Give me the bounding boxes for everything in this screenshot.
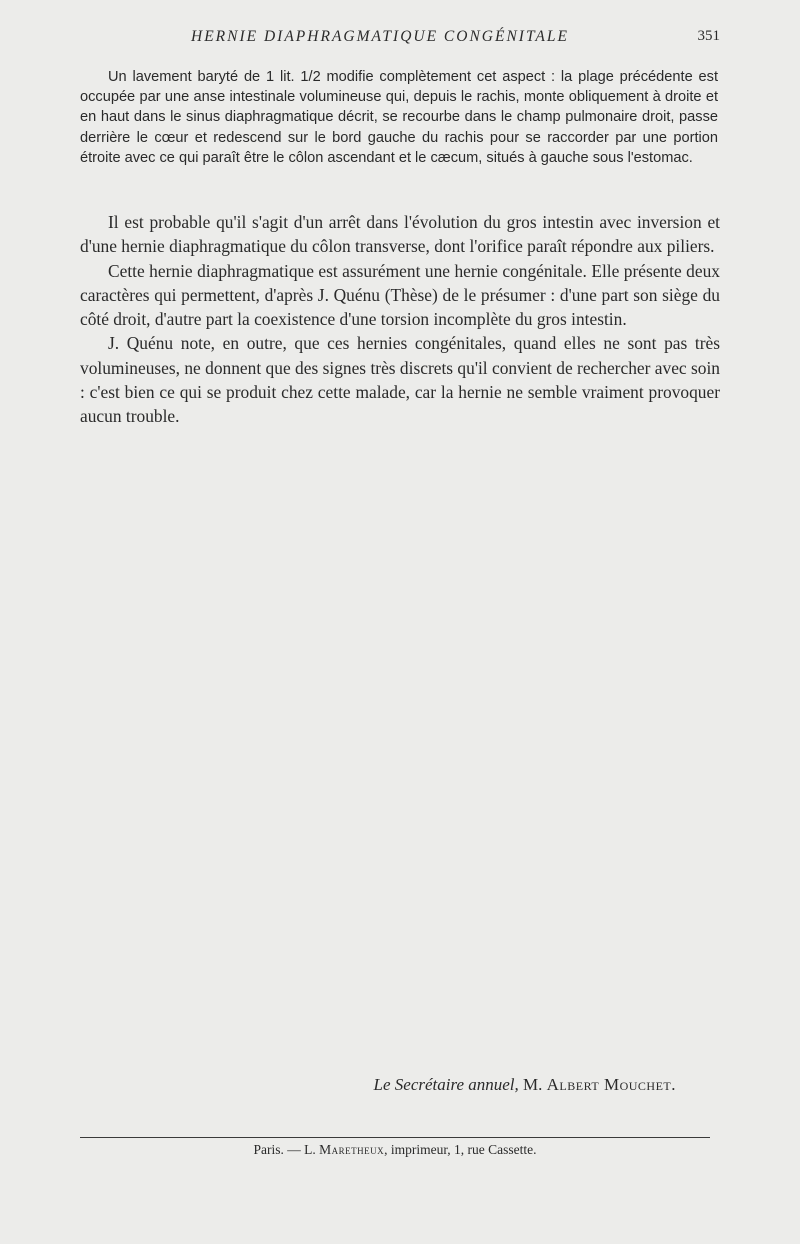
running-head <box>80 28 720 50</box>
printer-city: Paris. — L. <box>253 1142 316 1157</box>
page-number: 351 <box>697 28 720 44</box>
signature-role: Le Secrétaire annuel, <box>373 1075 519 1094</box>
paragraph-probable-arrest: Il est probable qu'il s'agit d'un arrêt dans l'évolution du gros intestin avec inversion et d'une hernie diaphragmatique du côlon transverse, dont l'orifice paraît répondre aux piliers. <box>80 212 720 257</box>
printer-name: Maretheux <box>319 1142 385 1157</box>
signature <box>374 1075 676 1095</box>
signature-name: Albert Mouchet. <box>546 1075 676 1094</box>
body-text <box>80 210 720 429</box>
printer-line <box>80 1142 710 1158</box>
running-title: HERNIE DIAPHRAGMATIQUE CONGÉNITALE <box>191 28 569 45</box>
footer-rule <box>80 1137 710 1138</box>
paragraph-congenital-hernia: Cette hernie diaphragmatique est assurément une hernie congénitale. Elle présente deux caractères qui permettent, d'après J. Quénu (Thèse) de le présumer : d'une part son siège du côté droit, d'autre part la coexistence d'une torsion incomplète du gros intestin. <box>80 260 720 330</box>
paragraph-quenu-note: J. Quénu note, en outre, que ces hernies congénitales, quand elles ne sont pas très volumineuses, ne donnent que des signes très discrets qu'il convient de rechercher avec soin : c'est bien ce qui se produit chez cette malade, car la hernie ne semble vraiment provoquer aucun trouble. <box>80 333 720 427</box>
paragraph-barium-enema: Un lavement baryté de 1 lit. 1/2 modifie complètement cet aspect : la plage précédente est occupée par une anse intestinale volumineuse qui, depuis le rachis, monte obliquement à droite et en haut dans le sinus diaphragmatique décrit, se recourbe dans le champ pulmonaire droit, passe derrière le cœur et redescend sur le bord gauche du rachis pour se raccorder par une portion étroite avec ce qui paraît être le côlon ascendant et le cæcum, situés à gauche sous l'estomac. <box>80 69 718 166</box>
signature-title: M. <box>523 1075 543 1094</box>
printer-address: , imprimeur, 1, rue Cassette. <box>384 1142 537 1157</box>
